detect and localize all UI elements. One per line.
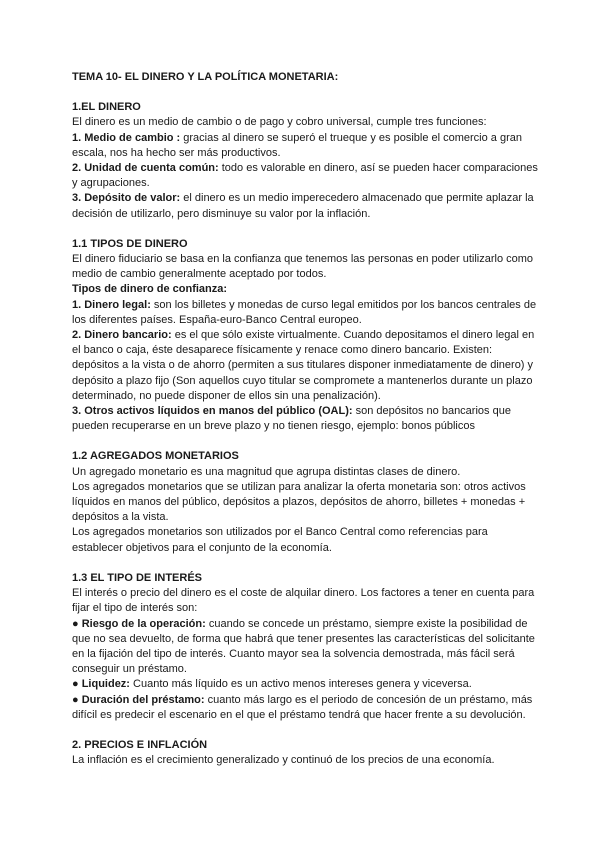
item-text: cuanto más largo es el periodo de concesión de un préstamo, más difícil es predecir el escenario en el que el préstamo tendrá que hacer frente a su devolución. [72,693,533,721]
function-item [72,161,540,191]
section-tipos-de-dinero [72,237,540,435]
function-item [72,191,540,221]
document-title: TEMA 10- EL DINERO Y LA POLÍTICA MONETARIA: [72,71,339,83]
subheading: Tipos de dinero de confianza: [72,283,228,296]
function-item [72,131,540,161]
section-heading: 1.EL DINERO [72,101,141,114]
item-label: 2. Unidad de cuenta común: [72,162,219,175]
money-type-item [72,298,540,328]
section-el-dinero [72,100,540,222]
section-precios-e-inflacion [72,738,540,768]
factor-item [72,693,540,723]
item-text: son depósitos no bancarios que pueden recuperarse en un breve plazo y no tienen riesgo, ejemplo: bonos públicos [72,405,511,433]
item-label: 3. Otros activos líquidos en manos del público (OAL): [72,405,353,418]
section-heading: 1.1 TIPOS DE DINERO [72,237,188,250]
section-intro: La inflación es el crecimiento generalizado y continuó de los precios de una economía. [72,754,495,767]
factor-item [72,677,540,692]
item-label: ● Liquidez: [72,678,130,691]
factor-item [72,617,540,678]
item-label: 3. Depósito de valor: [72,192,181,205]
item-text: gracias al dinero se superó el trueque y es posible el comercio a gran escala, nos ha hecho ser más productivos. [72,131,522,159]
item-text: Cuanto más líquido es un activo menos intereses genera y viceversa. [129,678,472,691]
section-tipo-de-interes [72,571,540,723]
section-intro: El dinero es un medio de cambio o de pago y cobro universal, cumple tres funciones: [72,116,487,129]
item-text: es el que sólo existe virtualmente. Cuando depositamos el dinero legal en el banco o caja, éste desaparece físicamente y renace como dinero bancario. Existen: depósitos a la vista o de ahorro (permiten a sus titulares disponer inmediatamente de dinero) y depósito a plazo fijo (Son aquellos cuyo titular se compromete a mantenerlos durante un plazo determinado, no puede disponer de ellos sin una penalización). [72,329,535,402]
item-label: 1. Medio de cambio : [72,131,181,144]
paragraph: Los agregados monetarios son utilizados por el Banco Central como referencias para establecer objetivos para el conjunto de la economía. [72,526,488,554]
item-text: el dinero es un medio imperecedero almacenado que permite aplazar la decisión de utilizarlo, pero disminuye su valor por la inflación. [72,192,534,220]
item-text: son los billetes y monedas de curso legal emitidos por los bancos centrales de los diferentes países. España-euro-Banco Central europeo. [72,298,537,326]
item-label: 1. Dinero legal: [72,298,151,311]
item-label: ● Duración del préstamo: [72,693,205,706]
paragraph: Los agregados monetarios que se utilizan para analizar la oferta monetaria son: otros activos líquidos en manos del público, depósitos a plazos, depósitos de ahorro, billetes + monedas + depósitos a la vista. [72,480,526,524]
money-type-item [72,328,540,404]
section-heading: 1.2 AGREGADOS MONETARIOS [72,450,239,463]
section-heading: 1.3 EL TIPO DE INTERÉS [72,571,202,584]
item-label: ● Riesgo de la operación: [72,617,206,630]
paragraph: Un agregado monetario es una magnitud que agrupa distintas clases de dinero. [72,465,461,478]
section-agregados-monetarios [72,449,540,555]
section-intro: El interés o precio del dinero es el coste de alquilar dinero. Los factores a tener en cuenta para fijar el tipo de interés son: [72,587,535,615]
section-heading: 2. PRECIOS E INFLACIÓN [72,738,208,751]
money-type-item [72,404,540,434]
item-label: 2. Dinero bancario: [72,329,172,342]
item-text: todo es valorable en dinero, así se pueden hacer comparaciones y agrupaciones. [72,162,538,190]
item-text: cuando se concede un préstamo, siempre existe la posibilidad de que no sea devuelto, de forma que habrá que tener presentes las características del solicitante en la fijación del tipo de interés. Cuanto mayor sea la solvencia demostrada, más fácil será conseguir un préstamo. [72,617,535,676]
section-intro: El dinero fiduciario se basa en la confianza que tenemos las personas en poder utilizarlo como medio de cambio generalmente aceptado por todos. [72,253,534,281]
